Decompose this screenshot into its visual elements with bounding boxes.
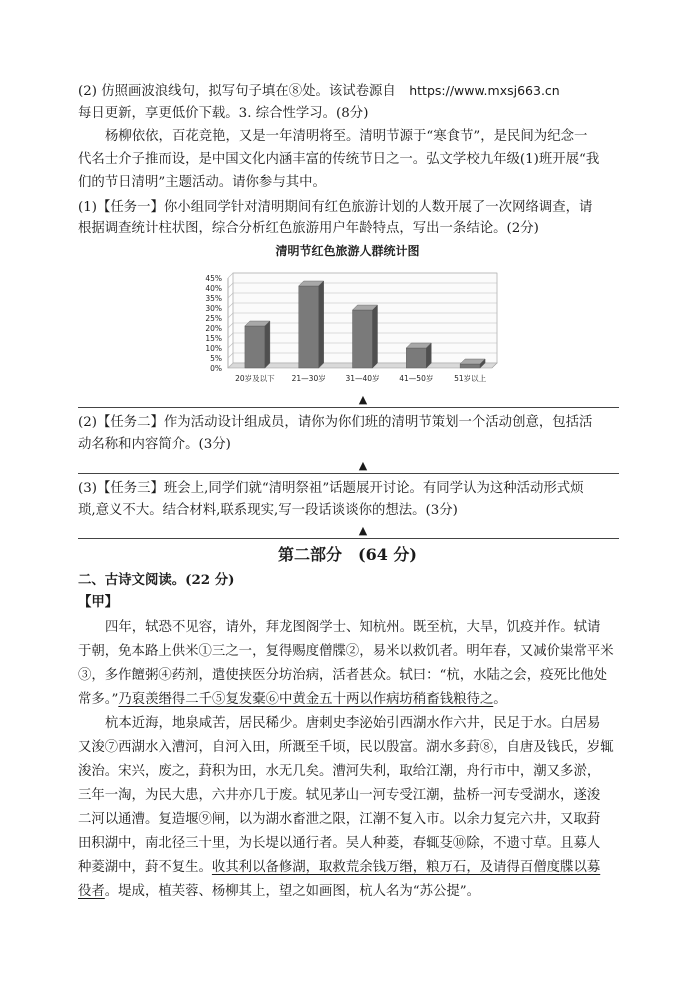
task2-line: (2)【任务二】作为活动设计组成员，请你为你们班的清明节策划一个活动创意，包括活	[78, 415, 593, 430]
passage-line: 浚治。宋兴，废之，葑积为田，水无几矣。漕河失利，取给江潮，舟行市中，潮又多淤，	[78, 764, 601, 779]
x-tick-label: 31—40岁	[345, 374, 380, 383]
question-line: 每日更新，享更低价下载。3. 综合性学习。(8分)	[78, 106, 369, 121]
bar	[460, 364, 480, 368]
y-tick-label: 15%	[205, 334, 222, 343]
passage-label: 【甲】	[78, 594, 119, 610]
passage-line: ③，多作饘粥④药剂，遣使挟医分坊治病，活者甚众。轼曰：“杭，水陆之会，疫死比他处	[78, 668, 608, 683]
answer-marker: ▲	[358, 459, 368, 472]
underlined-sentence: 乃裒羡缗得二千⑤复发橐⑥中黄金五十两以作病坊稍畜钱粮待之	[118, 692, 494, 707]
bar	[245, 326, 265, 368]
y-tick-label: 30%	[205, 304, 222, 313]
task3-line: (3)【任务三】班会上,同学们就“清明祭祖”话题展开讨论。有同学认为这种活动形式烦	[78, 481, 584, 496]
bar-side	[373, 305, 378, 368]
x-tick-label: 20岁及以下	[235, 374, 275, 383]
y-tick-label: 20%	[205, 324, 222, 333]
passage-line: 役者。堤成，植芙蓉、杨柳其上，望之如画图，杭人名为“苏公提”。	[78, 884, 481, 899]
y-tick-label: 10%	[205, 344, 222, 353]
bar	[353, 310, 373, 368]
task2-line: 动名称和内容简介。(3分)	[78, 437, 231, 452]
x-tick-label: 21—30岁	[291, 374, 326, 383]
passage-line: 杭本近海，地泉咸苦，居民稀少。唐刺史李泌始引西湖水作六井，民足于水。白居易	[105, 716, 601, 731]
divider	[78, 407, 619, 408]
divider	[78, 538, 619, 539]
x-tick-label: 41—50岁	[399, 374, 434, 383]
part-title: 第二部分 (64 分)	[278, 545, 417, 564]
task1-line: (1)【任务一】你小组同学针对清明期间有红色旅游计划的人数开展了一次网络调查，请	[78, 200, 593, 215]
intro-line: 代名士介子推而设，是中国文化内涵丰富的传统节日之一。弘文学校九年级(1)班开展“我	[78, 152, 600, 167]
task3-line: 琐,意义不大。结合材料,联系现实,写一段话谈谈你的想法。(3分)	[78, 503, 458, 518]
answer-marker: ▲	[358, 524, 368, 537]
bar	[299, 286, 319, 368]
intro-line: 们的节日清明”主题活动。请你参与其中。	[78, 175, 326, 190]
passage-line: 二河以通漕。复造堰⑨闸，以为湖水畜泄之限，江潮不复入市。以余力复完六井，又取葑	[78, 812, 601, 827]
passage-line: 种菱湖中，葑不复生。收其利以备修湖，取救荒余钱万缗，粮万石，及请得百僧度牒以募	[78, 860, 601, 875]
answer-marker: ▲	[358, 393, 368, 406]
question-line: (2) 仿照画波浪线句，拟写句子填在⑧处。该试卷源自 https://www.mxsj663.cn	[78, 83, 560, 99]
underlined-sentence: 役者	[78, 884, 105, 899]
chart-title: 清明节红色旅游人群统计图	[275, 244, 420, 258]
bar-chart	[0, 262, 695, 392]
x-tick-label: 51岁以上	[454, 374, 487, 383]
y-tick-label: 25%	[205, 314, 222, 323]
passage-line: 又浚⑦西湖水入漕河，自河入田，所溉至千顷，民以殷富。湖水多葑⑧，自唐及钱氏，岁辄	[78, 740, 614, 755]
y-tick-label: 40%	[205, 284, 222, 293]
passage-line: 于朝，免本路上供米①三之一，复得赐度僧牒②，易米以救饥者。明年春，又减价粜常平米	[78, 644, 614, 659]
y-tick-label: 5%	[210, 354, 222, 363]
passage-line: 四年，轼恐不见容，请外，拜龙图阁学士、知杭州。既至杭，大旱，饥疫并作。轼请	[105, 620, 601, 635]
passage-line: 田积湖中，南北径三十里，为长堤以通行者。吴人种菱，春辄芟⑩除，不遗寸草。且募人	[78, 836, 601, 851]
y-tick-label: 35%	[205, 294, 222, 303]
bar-side	[265, 321, 270, 368]
bar-side	[319, 281, 324, 368]
source-url[interactable]: https://www.mxsj663.cn	[409, 83, 560, 98]
divider	[78, 473, 619, 474]
y-tick-label: 0%	[210, 364, 222, 373]
passage-line: 三年一淘，为民大患，六井亦几于废。轼见茅山一河专受江潮，盐桥一河专受湖水，遂浚	[78, 788, 601, 803]
passage-line: 常多。”乃裒羡缗得二千⑤复发橐⑥中黄金五十两以作病坊稍畜钱粮待之。	[78, 692, 507, 707]
intro-line: 杨柳依依，百花竞艳，又是一年清明将至。清明节源于“寒食节”，是民间为纪念一	[105, 129, 588, 144]
task1-line: 根据调查统计柱状图，综合分析红色旅游用户年龄特点，写出一条结论。(2分)	[78, 221, 539, 236]
bar	[406, 348, 426, 368]
underlined-sentence: 收其利以备修湖，取救荒余钱万缗，粮万石，及请得百僧度牒以募	[211, 860, 601, 875]
y-tick-label: 45%	[205, 274, 222, 283]
section-title: 二、古诗文阅读。(22 分)	[78, 572, 235, 588]
